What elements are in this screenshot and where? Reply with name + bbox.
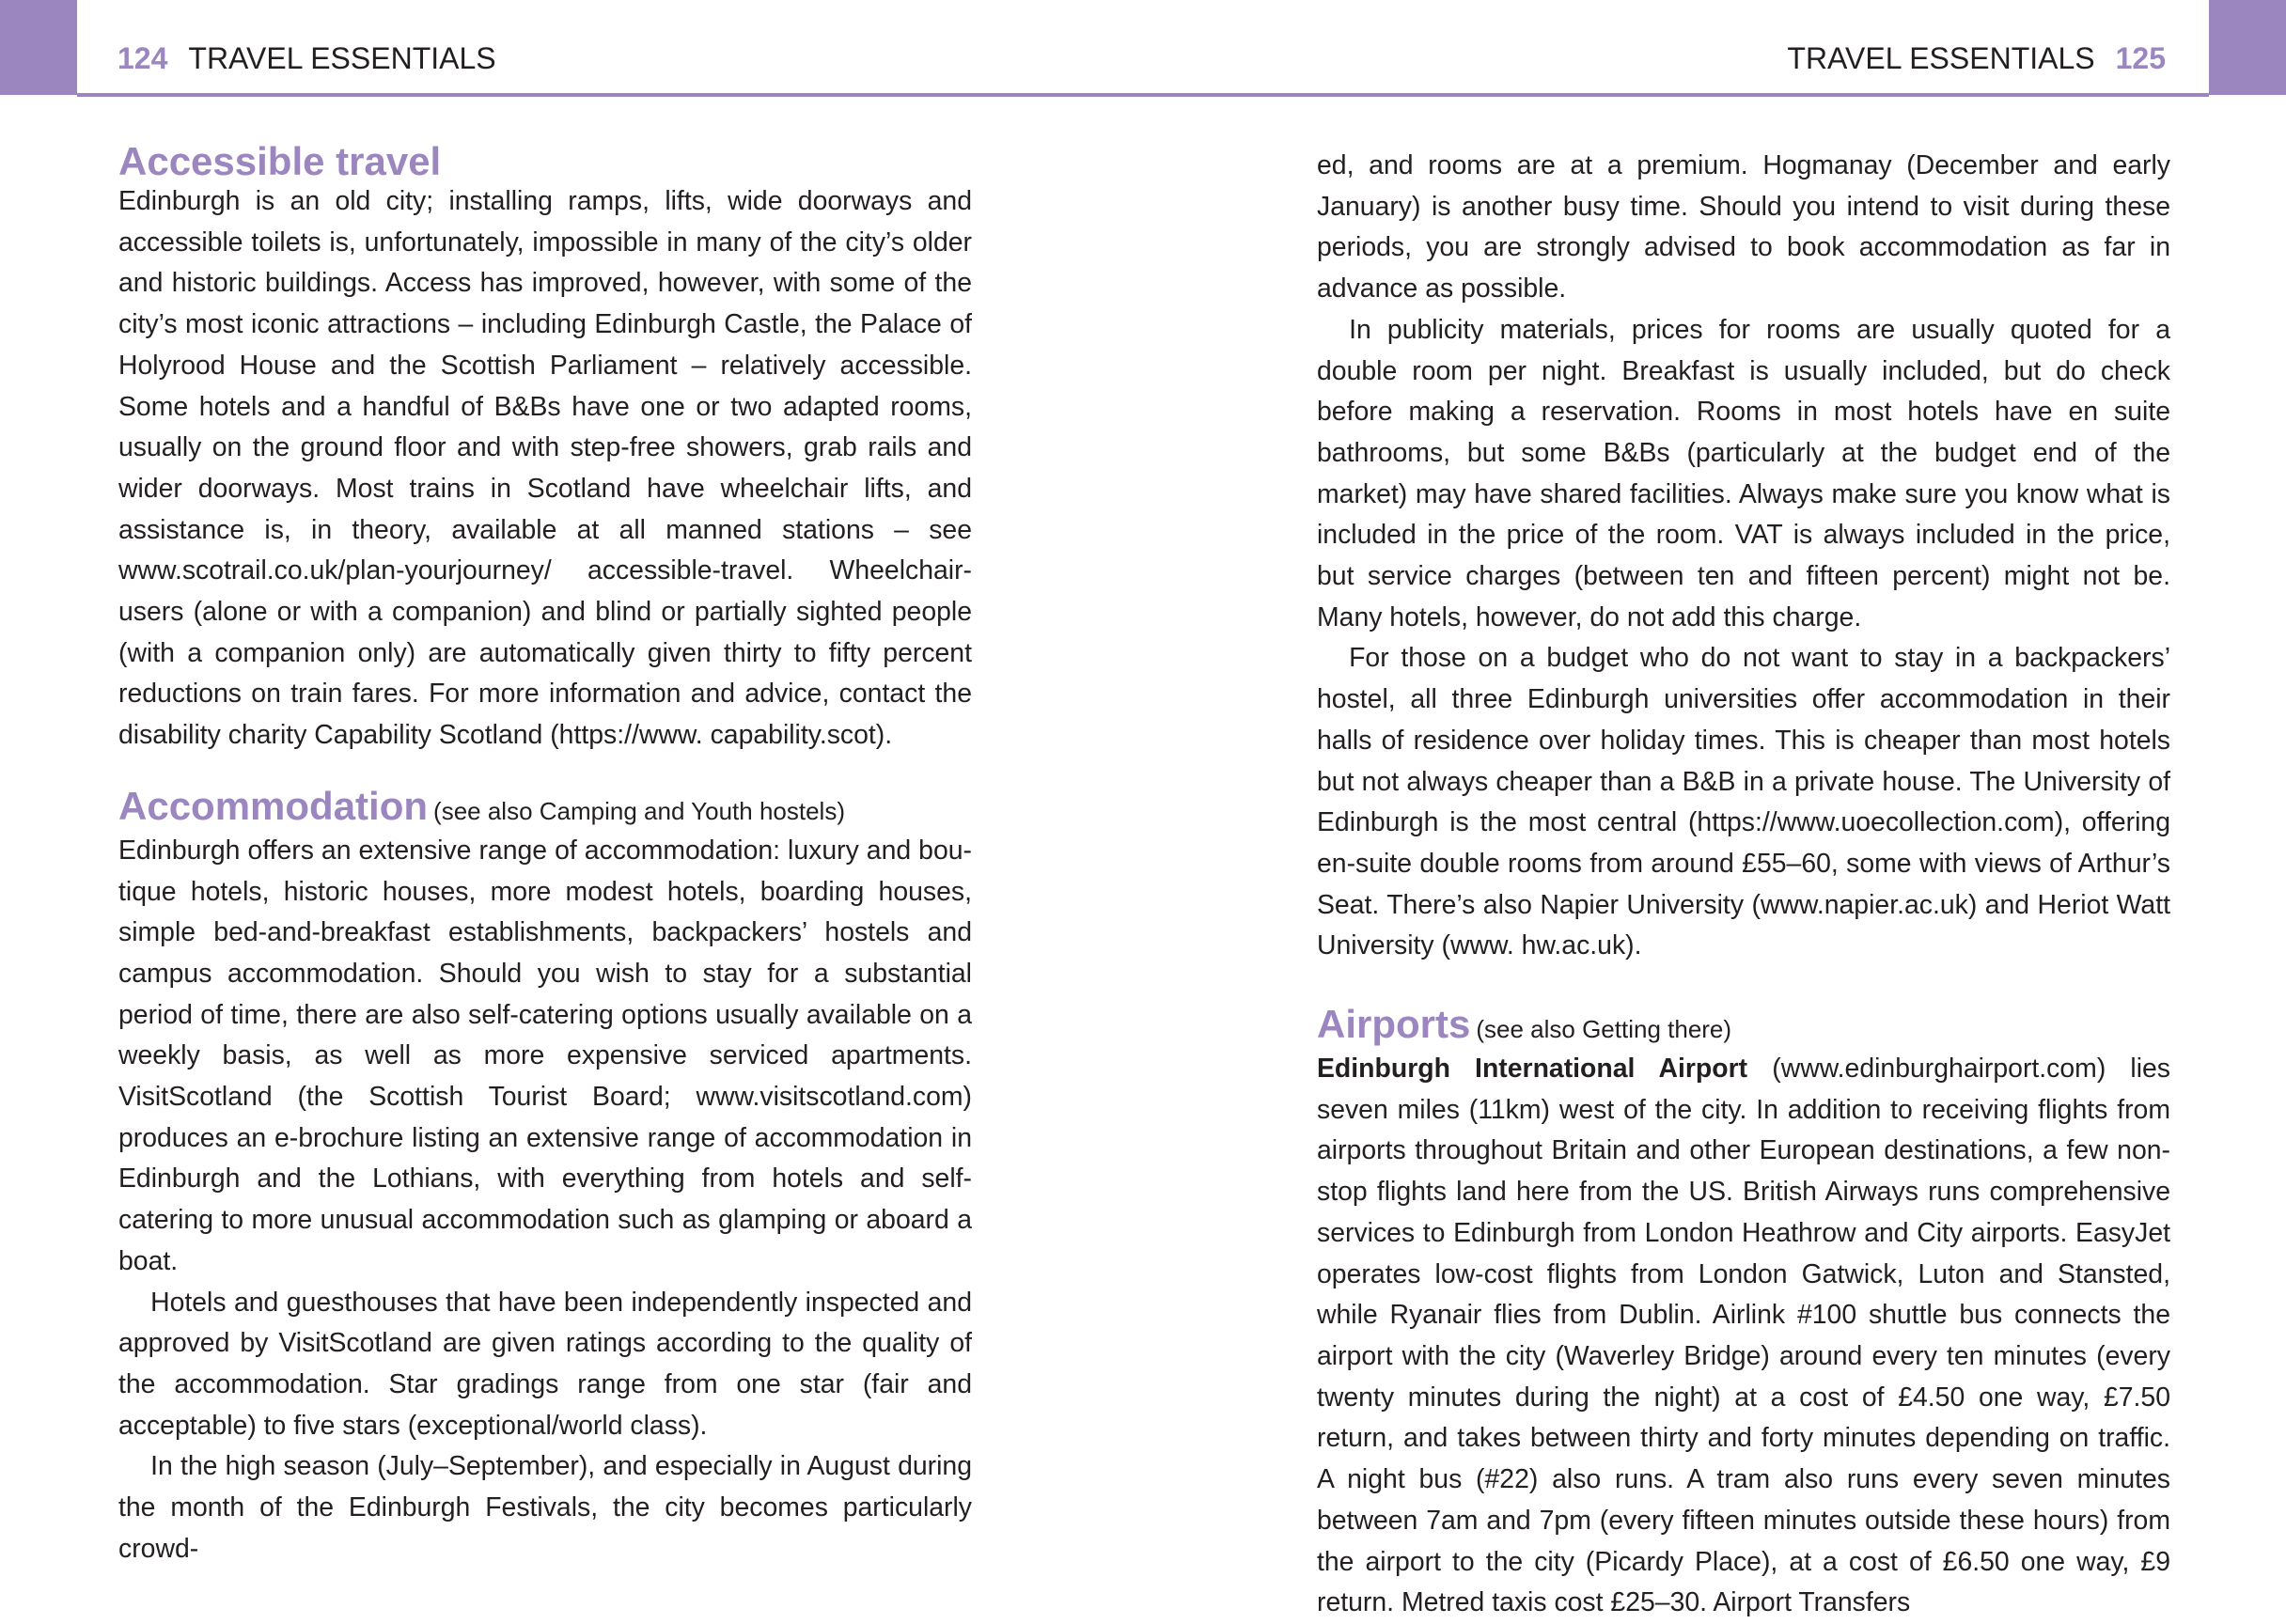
right-page-number: 125: [2115, 41, 2166, 75]
accommodation-continued-paragraph: ed, and rooms are at a premium. Hogmanay (December and early January) is another busy time. Should you intend to visit during these periods, you are strongly advised to book accommodation as far in advance as possible.: [1317, 150, 2170, 304]
accommodation-paragraph-2: Hotels and guesthouses that have been independently inspected and approved by VisitScotland are given ratings according to the quality of the accommodation. Star gradings range from one star (fair and acceptable) to five stars (exceptional/world class).: [118, 1287, 972, 1441]
left-running-head: [117, 39, 496, 77]
right-page-tab: [2209, 0, 2286, 95]
accommodation-paragraph-1: Edinburgh offers an extensive range of accommodation: luxury and boutique hotels, historic houses, more modest hotels, boarding houses, simple bed-and-breakfast establishments, backpackers’ hostels and campus accommodation. Should you wish to stay for a substantial period of time, there are also self-catering options usually available on a weekly basis, as well as more expensive serviced apartments. VisitScotland (the Scottish Tourist Board; www.visitscotland.com) produces an e-brochure listing an extensive range of accommodation in Edinburgh and the Lothians, with everything from hotels and self-catering to more unusual accommodation such as glamping or aboard a boat.: [118, 835, 972, 1276]
airport-name: Edinburgh International Airport: [1317, 1054, 1748, 1085]
publicity-paragraph: In publicity materials, prices for rooms are usually quoted for a double room per night. Breakfast is usually included, but do check before making a reservation. Rooms in most hotels have en suite bathrooms, but some B&Bs (particularly at the budget end of the market) may have shared facilities. Always make sure you know what is included in the price of the room. VAT is always included in the price, but service charges (between ten and fifteen percent) might not be. Many hotels, however, do not add this charge.: [1317, 314, 2170, 632]
airports-paragraph-text: (www.edinburghairport.com) lies seven miles (11km) west of the city. In addition to receiving flights from airports throughout Britain and other European destinations, a few non-stop flights land here from the US. British Airways runs comprehensive services to Edinburgh from London Heathrow and City airports. EasyJet operates low-cost flights from London Gatwick, Luton and Stansted, while Ryanair flies from Dublin. Airlink #100 shuttle bus connects the airport with the city (Waverley Bridge) around every ten minutes (every twenty minutes during the night) at a cost of £4.50 one way, £7.50 return, and takes between thirty and forty minutes depending on traffic. A night bus (#22) also runs. A tram also runs every seven minutes between 7am and 7pm (every fifteen minutes outside these hours) from the airport to the city (Picardy Place), at a cost of £6.50 one way, £9 return. Metred taxis cost £25–30. Airport Transfers: [1317, 1054, 2170, 1618]
airports-paragraph: [1317, 1049, 2170, 1624]
left-running-title: TRAVEL ESSENTIALS: [188, 41, 496, 75]
accommodation-paragraph-3: In the high season (July–September), and especially in August during the month of the Edinburgh Festivals, the city becomes particularly crowd-: [118, 1451, 972, 1564]
accommodation-heading-text: Accommodation: [118, 783, 429, 828]
accessible-travel-paragraph: Edinburgh is an old city; installing ramps, lifts, wide doorways and accessible toilets is, unfortunately, impossible in many of the city’s older and historic buildings. Access has improved, however, with some of the city’s most iconic attractions – including Edinburgh Castle, the Palace of Holyrood House and the Scottish Parliament – relatively accessible. Some hotels and a handful of B&Bs have one or two adapted rooms, usually on the ground floor and with step-free showers, grab rails and wider doorways. Most trains in Scotland have wheelchair lifts, and assistance is, in theory, available at all manned stations – see www.scotrail.co.uk/plan-yourjourney/ accessible-travel. Wheelchair-users (alone or with a companion) and blind or partially sighted people (with a companion only) are automatically given thirty to fifty percent reductions on train fares. For more information and advice, contact the disability charity Capability Scotland (https://www. capability.scot).: [118, 186, 972, 751]
header-rule: [77, 93, 2209, 97]
accommodation-heading: [118, 783, 972, 835]
budget-paragraph: For those on a budget who do not want to stay in a backpackers’ hostel, all three Edinburgh universities offer accommodation in their halls of residence over holiday times. This is cheaper than most hotels but not always cheaper than a B&B in a private house. The University of Edinburgh is the most central (https://www.uoecollection.com), offering en-suite double rooms from around £55–60, some with views of Arthur’s Seat. There’s also Napier University (www.napier.ac.uk) and Heriot Watt University (www. hw.ac.uk).: [1317, 643, 2170, 961]
airports-heading: [1317, 1001, 2170, 1053]
accommodation-see-also: (see also Camping and Youth hostels): [433, 796, 845, 825]
airports-heading-text: Airports: [1317, 1002, 1471, 1047]
right-running-title: TRAVEL ESSENTIALS: [1787, 41, 2095, 75]
accessible-travel-heading: Accessible travel: [118, 139, 442, 183]
left-page-number: 124: [117, 41, 168, 75]
airports-see-also: (see also Getting there): [1476, 1015, 1732, 1044]
right-column: [1317, 146, 2170, 1624]
left-column: [118, 138, 972, 1570]
right-running-head: [1787, 39, 2166, 77]
left-page-tab: [0, 0, 77, 95]
